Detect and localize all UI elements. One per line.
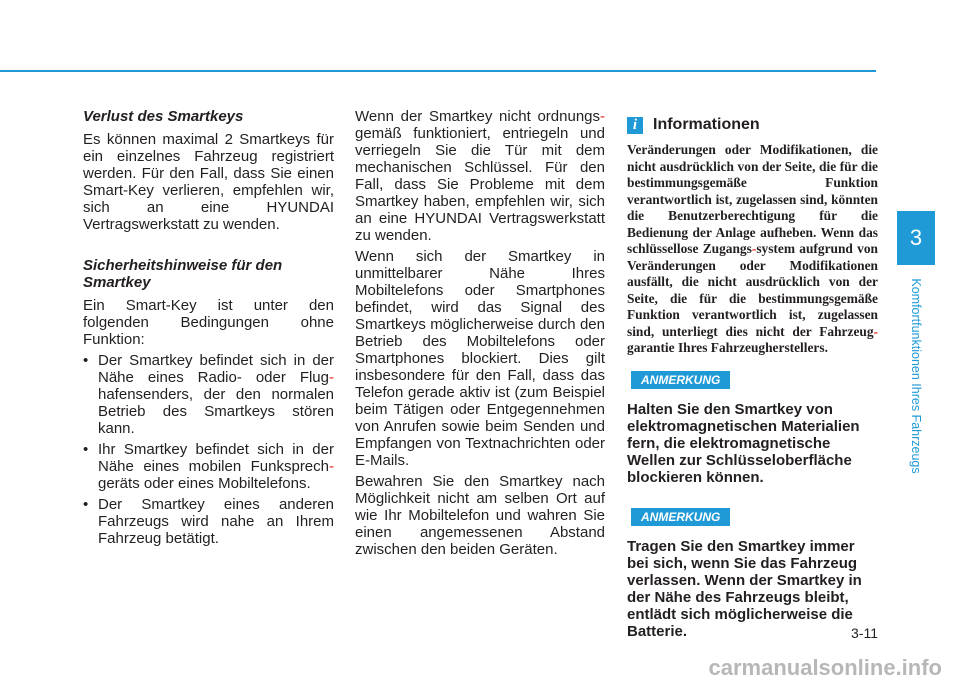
- paragraph-conditions: Ein Smart-Key ist unter den folgenden Bedingungen ohne Funktion:: [83, 297, 334, 348]
- list-item: • Der Smartkey eines anderen Fahrzeugs wird nahe an Ihrem Fahrzeug betätigt.: [83, 496, 334, 547]
- list-item: • Der Smartkey befindet sich in der Nähe eines Radio- oder Flug-hafensenders, der den normalen Betrieb des Smartkeys stören kann.: [83, 352, 334, 437]
- column-left: [83, 108, 334, 551]
- paragraph-malfunction: Wenn der Smartkey nicht ordnungs-gemäß funktioniert, entriegeln und verriegeln Sie die Tür mit dem mechanischen Schlüssel. Für den Fall, dass Sie Probleme mit dem Smartkey haben, empfehlen wir, sich an eine HYUNDAI Vertragswerkstatt zu wenden.: [355, 108, 605, 244]
- note-text-2: Tragen Sie den Smartkey immer bei sich, wenn Sie das Fahrzeug verlassen. Wenn der Smartkey in der Nähe des Fahrzeugs bleibt, entlädt sich möglicherweise die Batterie.: [627, 537, 862, 640]
- column-right: [627, 108, 878, 648]
- heading-safety-notes: Sicherheitshinweise für den Smartkey: [83, 257, 283, 291]
- watermark: carmanualsonline.info: [708, 655, 942, 680]
- list-item: • Ihr Smartkey befindet sich in der Nähe eines mobilen Funksprech-geräts oder eines Mobiltelefons.: [83, 441, 334, 492]
- page-number: 3-11: [851, 625, 878, 641]
- paragraph-storage-advice: Bewahren Sie den Smartkey nach Möglichkeit nicht am selben Ort auf wie Ihr Mobiltelefon und wahren Sie einen angemessenen Abstand zwischen den beiden Geräten.: [355, 473, 605, 558]
- note-badge-2: ANMERKUNG: [631, 508, 730, 526]
- paragraph-phone-interference: Wenn sich der Smartkey in unmittelbarer Nähe Ihres Mobiltelefons oder Smartphones befindet, wird das Signal des Smartkeys möglicherweise durch den Betrieb des Mobiltelefons oder Smartphones blockiert. Dies gilt insbesondere für den Fall, dass das Telefon gerade aktiv ist (zum Beispiel beim Tätigen oder Entgegennehmen von Anrufen sowie beim Senden und Empfangen von Textnachrichten oder E-Mails.: [355, 248, 605, 469]
- info-text: Veränderungen oder Modifikationen, die nicht ausdrücklich von der Seite, die für die bestimmungsgemäße Funktion verantwortlich ist, zugelassen sind, könnten die Benutzerberechtigung für die Bedienung der Anlage aufheben. Wenn das schlüssellose Zugangs-system aufgrund von Veränderungen oder Modifikationen ausfällt, die nicht ausdrücklich von der Seite, die für die bestimmungsgemäße Funktion verantwortlich ist, zugelassen sind, unterliegt dies nicht der Fahrzeug-garantie Ihres Fahrzeugherstellers.: [627, 142, 878, 355]
- paragraph-lost-smartkey: Es können maximal 2 Smartkeys für ein einzelnes Fahrzeug registriert werden. Für den Fall, dass Sie einen Smart-Key verlieren, empfehlen wir, sich an eine HYUNDAI Vertragswerkstatt zu wenden.: [83, 131, 334, 233]
- info-icon: i: [627, 117, 643, 134]
- column-middle: [355, 108, 605, 562]
- chapter-tab: 3: [897, 211, 935, 265]
- note-badge-1: ANMERKUNG: [631, 371, 730, 389]
- header-rule: [0, 70, 876, 72]
- chapter-title-vertical: Komfortfunktionen Ihres Fahrzeugs: [909, 278, 923, 474]
- info-header: [627, 116, 878, 134]
- note-text-1: Halten Sie den Smartkey von elektromagnetischen Materialien fern, die elektromagnetische Wellen zur Schlüsseloberfläche blockieren können.: [627, 400, 860, 486]
- conditions-list: [83, 352, 334, 547]
- info-title: Informationen: [653, 116, 760, 133]
- heading-lost-smartkey: Verlust des Smartkeys: [83, 108, 244, 125]
